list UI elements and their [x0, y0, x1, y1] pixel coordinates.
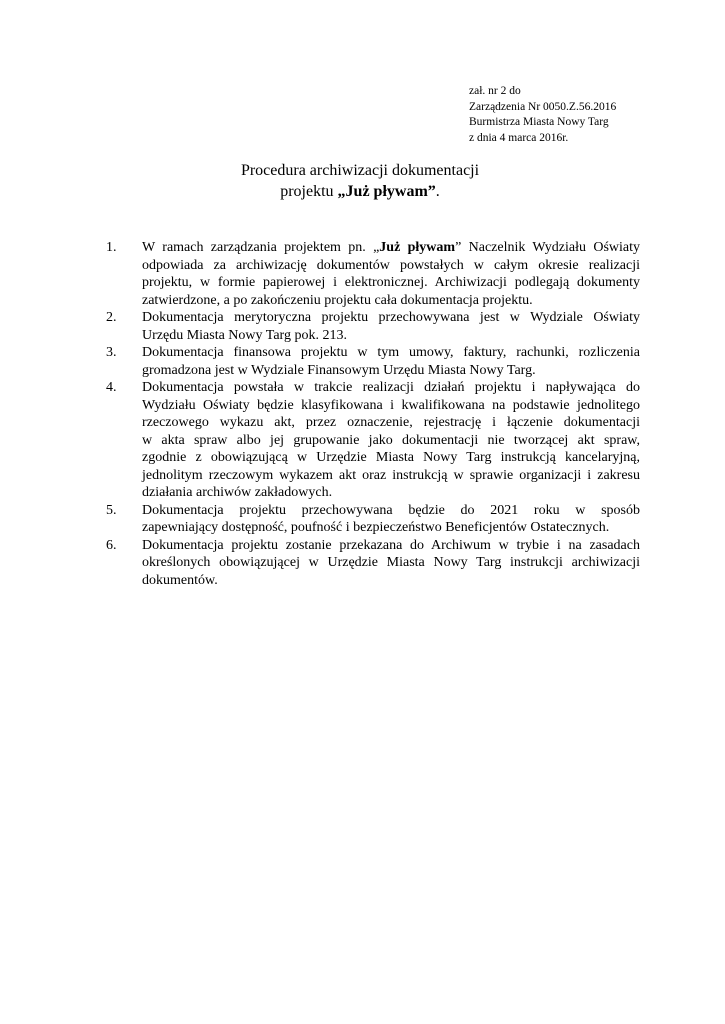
list-item-number: 1.: [106, 240, 117, 255]
text-line: w akta spraw albo jej grupowanie jako dokumentacji nie tworzącej akt spraw,: [142, 432, 640, 448]
text-line: Dokumentacja finansowa projektu w tym umowy, faktury, rachunki, rozliczenia: [142, 345, 640, 360]
list-item-number: 3.: [106, 345, 117, 360]
procedure-list: [0, 239, 725, 589]
title-suffix: .: [435, 183, 440, 200]
text-line: Dokumentacja powstała w trakcie realizacji działań projektu i napływająca do: [142, 380, 640, 395]
text-line: zapewniający dostępność, poufność i bezpieczeństwo Beneficjentów Ostatecznych.: [142, 520, 610, 535]
list-item-number: 2.: [106, 310, 117, 325]
list-item-number: 5.: [106, 502, 117, 518]
attachment-line: zał. nr 2 do: [469, 85, 521, 97]
text-line: dokumentów.: [142, 572, 218, 588]
title-line-2: [120, 181, 600, 202]
list-item-text: [142, 344, 640, 379]
list-item: [0, 309, 725, 344]
list-item: [0, 344, 725, 379]
list-item-text: [142, 502, 640, 537]
list-item-text: [142, 309, 640, 344]
list-item: [0, 379, 725, 502]
text-line: rzeczowego wykazu akt, przez oznaczenie, rejestrację i łączenie dokumentacji: [142, 415, 640, 430]
text-line: Dokumentacja merytoryczna projektu przechowywana jest w Wydziale Oświaty: [142, 310, 640, 325]
title-line-1: Procedura archiwizacji dokumentacji: [240, 162, 480, 179]
text-line: [142, 239, 640, 257]
list-item: [0, 239, 725, 309]
text-line: Dokumentacja projektu przechowywana będzie do 2021 roku w sposób: [142, 502, 640, 518]
document-title: [120, 160, 600, 202]
text-line: Dokumentacja projektu zostanie przekazana do Archiwum w trybie i na zasadach: [142, 537, 640, 553]
text-line: działania archiwów zakładowych.: [142, 485, 333, 500]
attachment-line: Zarządzenia Nr 0050.Z.56.2016: [469, 100, 617, 113]
text-line: odpowiada za archiwizację dokumentów powstałych w całym okresie realizacji: [142, 257, 640, 273]
text-line: zgodnie z obowiązującą w Urzędzie Miasta Nowy Targ instrukcją kancelaryjną,: [142, 450, 640, 465]
text-segment: ” Naczelnik Wydziału Oświaty: [455, 240, 640, 255]
text-line: projektu, w formie papierowej i elektronicznej. Archiwizacji podlegają dokumenty: [142, 275, 640, 290]
list-item: [0, 537, 725, 590]
list-item-text: [142, 379, 640, 502]
title-prefix: projektu: [280, 183, 338, 200]
text-line: określonych obowiązującej w Urzędzie Miasta Nowy Targ instrukcji archiwizacji: [142, 555, 640, 570]
project-name: „Już pływam”: [337, 183, 436, 200]
text-line: zatwierdzone, a po zakończeniu projektu cała dokumentacja projektu.: [142, 292, 533, 308]
text-line: gromadzona jest w Wydziale Finansowym Urzędu Miasta Nowy Targ.: [142, 362, 536, 378]
text-line: jednolitym rzeczowym wykazem akt oraz instrukcją w sprawie organizacji i zakresu: [142, 467, 640, 483]
text-segment: W ramach zarządzania projektem pn. „: [142, 240, 380, 255]
list-item-text: [142, 239, 640, 309]
attachment-line: Burmistrza Miasta Nowy Targ: [469, 116, 609, 128]
text-line: Urzędu Miasta Nowy Targ pok. 213.: [142, 327, 347, 343]
attachment-note: [469, 84, 709, 146]
list-item-text: [142, 537, 640, 590]
list-item-number: 4.: [106, 380, 117, 395]
project-name: Już pływam: [379, 240, 456, 255]
list-item-number: 6.: [106, 537, 117, 553]
list-item: [0, 502, 725, 537]
attachment-line: z dnia 4 marca 2016r.: [469, 131, 569, 144]
text-line: Wydziału Oświaty będzie klasyfikowana i kwalifikowana na podstawie jednolitego: [142, 397, 640, 413]
